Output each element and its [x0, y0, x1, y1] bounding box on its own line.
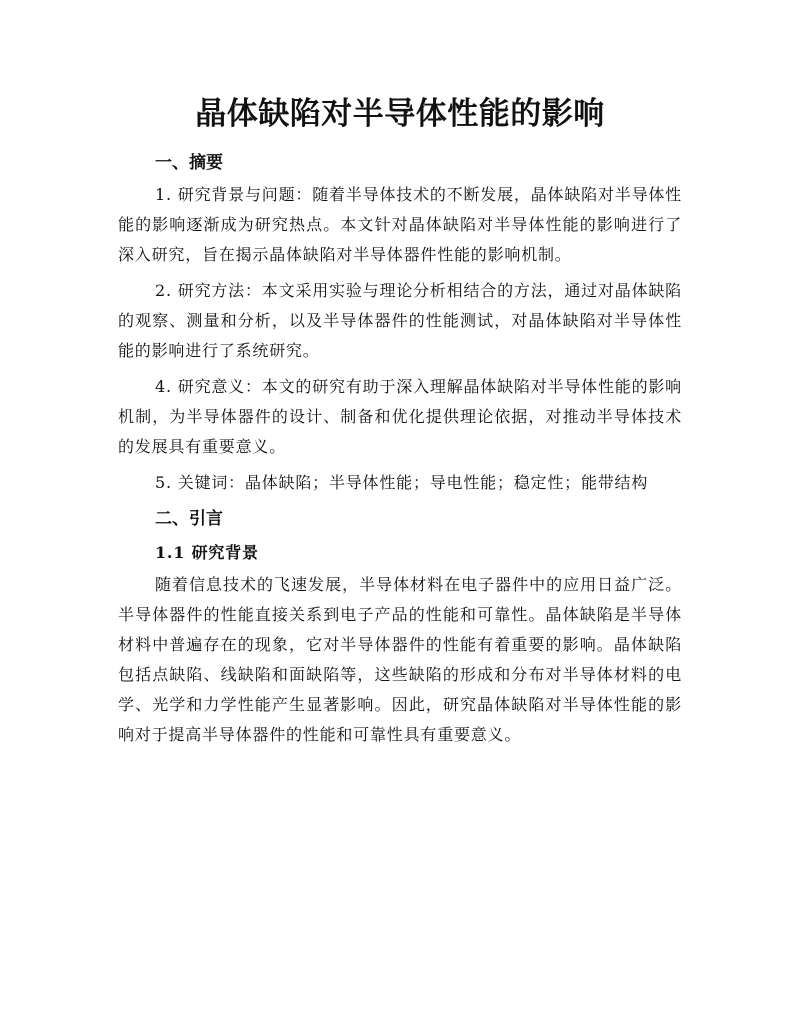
introduction-body	[118, 536, 682, 750]
abstract-body	[118, 180, 682, 498]
section-heading-abstract: 一、摘要	[155, 153, 223, 173]
subsection-heading-background: 1.1 研究背景	[155, 543, 259, 562]
abstract-item-background: 1. 研究背景与问题：随着半导体技术的不断发展，晶体缺陷对半导体性能的影响逐渐成为研究热点。本文针对晶体缺陷对半导体性能的影响进行了深入研究，旨在揭示晶体缺陷对半导体器件性能的影响机制。	[118, 185, 682, 264]
section-heading-introduction: 二、引言	[155, 509, 223, 529]
document-title: 晶体缺陷对半导体性能的影响	[195, 96, 605, 132]
abstract-item-significance: 4. 研究意义：本文的研究有助于深入理解晶体缺陷对半导体性能的影响机制，为半导体器件的设计、制备和优化提供理论依据，对推动半导体技术的发展具有重要意义。	[118, 377, 682, 456]
abstract-item-keywords: 5. 关键词：晶体缺陷；半导体性能；导电性能；稳定性；能带结构	[155, 473, 649, 492]
introduction-paragraph: 随着信息技术的飞速发展，半导体材料在电子器件中的应用日益广泛。半导体器件的性能直接关系到电子产品的性能和可靠性。晶体缺陷是半导体材料中普遍存在的现象，它对半导体器件的性能有着重要的影响。晶体缺陷包括点缺陷、线缺陷和面缺陷等，这些缺陷的形成和分布对半导体材料的电学、光学和力学性能产生显著影响。因此，研究晶体缺陷对半导体性能的影响对于提高半导体器件的性能和可靠性具有重要意义。	[118, 575, 682, 744]
abstract-item-methods: 2. 研究方法：本文采用实验与理论分析相结合的方法，通过对晶体缺陷的观察、测量和分析，以及半导体器件的性能测试，对晶体缺陷对半导体性能的影响进行了系统研究。	[118, 281, 682, 360]
